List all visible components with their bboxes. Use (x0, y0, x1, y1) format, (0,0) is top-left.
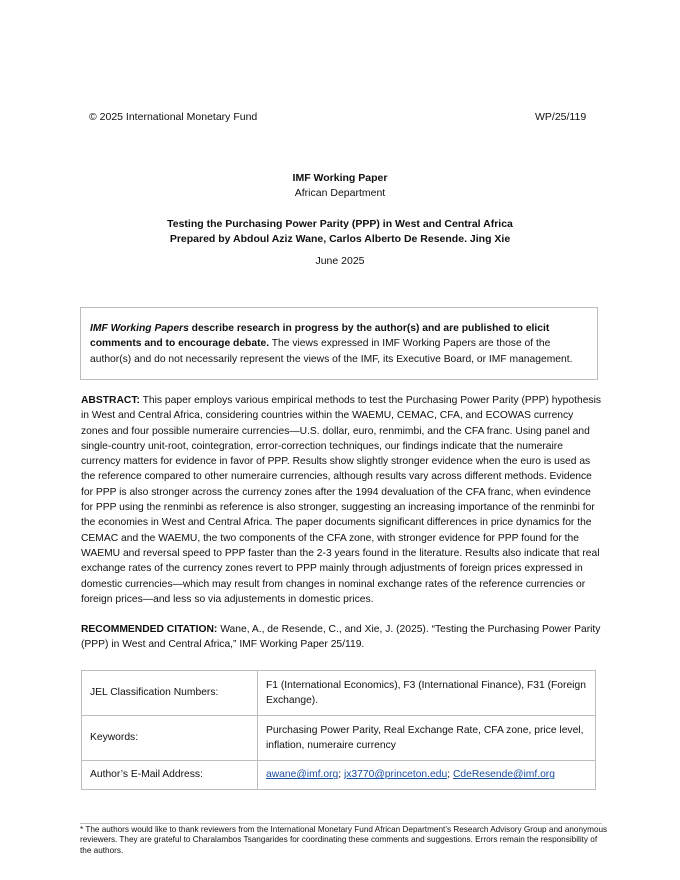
disclaimer-text: The views expressed in IMF Working Papers are those of the author(s) and do not necessarily represent the views of the IMF, its Executive Board, or IMF management. (90, 338, 573, 365)
email-link-resende[interactable]: CdeResende@imf.org (452, 769, 555, 781)
email-link-wane[interactable]: awane@imf.org (266, 769, 339, 781)
publication-date: June 2025 (315, 255, 365, 267)
citation-text: Wane, A., de Resende, C., and Xie, J. (2025). “Testing the Purchasing Power Parity (PPP) in West and Central Africa,” IMF Working Paper 25/119. (81, 624, 601, 651)
email-link-xie[interactable]: jx3770@princeton.edu (344, 769, 448, 781)
jel-label: JEL Classification Numbers: (82, 671, 258, 716)
email-separator: ; (447, 769, 453, 781)
abstract-section (81, 393, 601, 607)
series-title: IMF Working Paper (292, 172, 388, 184)
keywords-value: Purchasing Power Parity, Real Exchange Rate, CFA zone, price level, inflation, numeraire currency (258, 716, 596, 761)
info-table (81, 670, 596, 790)
copyright-notice: © 2025 International Monetary Fund (89, 111, 258, 123)
email-values (258, 761, 596, 790)
footnote-divider (80, 823, 602, 824)
abstract-text: This paper employs various empirical methods to test the Purchasing Power Parity (PPP) hypothesis in West and Central Africa, considering countries within the WAEMU, CEMAC, CFA, and ECOWAS currency zones and four possible numeraire currencies—U.S. dollar, euro, renmimbi, and the CFA franc. Using panel and single-country unit-root, cointegration, error-correction techniques, our findings indicate that the numeraire currency matters for evidence in favor of PPP. Results show slightly stronger evidence when the euro is used as the reference compared to other numeraire currencies, although results vary across different methods. Evidence for PPP is also stronger across the currency zones after the 1994 devaluation of the CFA franc, when evindence for PPP using the renminbi as reference is also stronger, suggesting an increasing importance of the renminbi for the economies in West and Central Africa. The paper documents significant differences in price dynamics for the CEMAC and the WAEMU, the two components of the CFA zone, with stronger evidence for PPP found for the WAEMU and reversal speed to PPP faster than the 2-3 years found in the literature. Results also indicate that real exchange rates of the currency zones revert to PPP mainly through adjustments of foreign prices expressed in domestic currencies—which may result from changes in nominal exchange rates of the reference currencies or foreign prices—and less so via adjustements in domestic prices. (81, 395, 602, 605)
disclaimer-box (80, 307, 598, 380)
footnote: * The authors would like to thank reviewers from the International Monetary Fund African Department’s Research Advisory Group and anonymous reviewers. They are grateful to Charalambos Tsangarides for coordinating these comments and suggestions. Errors remain the responsibility of the authors. (80, 825, 608, 855)
paper-title: Testing the Purchasing Power Parity (PPP) in West and Central Africa (167, 218, 513, 230)
disclaimer-lead-bold: describe research in progress by the author(s) and are published to elicit comments and to encourage debate. (90, 323, 550, 350)
table-row (82, 671, 596, 716)
paper-number: WP/25/119 (535, 111, 587, 123)
abstract-label: ABSTRACT: (81, 395, 140, 406)
email-label: Author’s E-Mail Address: (82, 761, 258, 790)
jel-value: F1 (International Economics), F3 (International Finance), F31 (Foreign Exchange). (258, 671, 596, 716)
authors-line: Prepared by Abdoul Aziz Wane, Carlos Alberto De Resende. Jing Xie (169, 233, 511, 245)
email-separator: ; (338, 769, 344, 781)
department: African Department (294, 187, 386, 199)
citation-label: RECOMMENDED CITATION: (81, 624, 218, 635)
keywords-label: Keywords: (82, 716, 258, 761)
disclaimer-lead-italic: IMF Working Papers (90, 323, 189, 334)
citation-section (81, 622, 601, 653)
table-row (82, 716, 596, 761)
table-row (82, 761, 596, 790)
